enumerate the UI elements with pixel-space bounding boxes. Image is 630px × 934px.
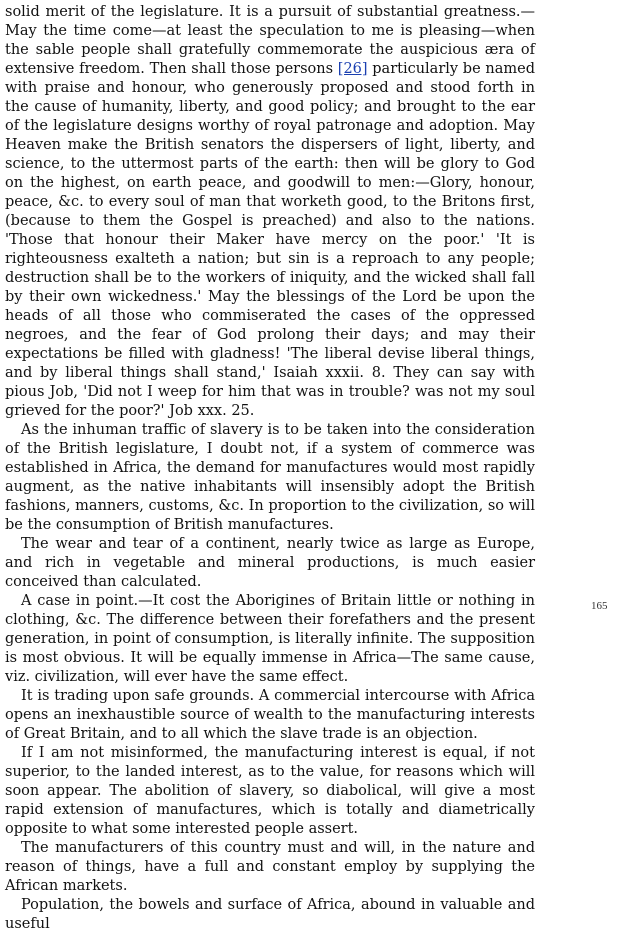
paragraph-inhuman-traffic: As the inhuman traffic of slavery is to be taken into the consideration of the British legislature, I doubt not, if a system of commerce was established in Africa, the demand for manufactures would most rapidly augment, as the native inhabitants will insensibly adopt the British fashions, manners, customs, &c. In proportion to the civilization, so will be the consumption of British manufactures. bbox=[5, 422, 535, 533]
paragraph-population: Population, the bowels and surface of Africa, abound in valuable and useful bbox=[5, 897, 535, 932]
paragraph-solid-merit bbox=[5, 3, 535, 421]
paragraph-safe-grounds: It is trading upon safe grounds. A commercial intercourse with Africa opens an inexhaustible source of wealth to the manufacturing interests of Great Britain, and to all which the slave trade is an objection. bbox=[5, 688, 535, 742]
paragraph-manufacturers: The manufacturers of this country must and will, in the nature and reason of things, have a full and constant employ by supplying the African markets. bbox=[5, 840, 535, 894]
paragraph-text-end: particularly be named with praise and honour, who generously proposed and stood forth in the cause of humanity, liberty, and good policy; and brought to the ear of the legislature designs worthy of royal patronage and adoption. May Heaven make the British senators the dispersers of light, liberty, and science, to the uttermost parts of the earth: then will be glory to God on the highest, on earth peace, and goodwill to men:—Glory, honour, peace, &c. to every soul of man that worketh good, to the Britons first, (because to them the Gospel is preached) and also to the nations. 'Those that honour their Maker have mercy on the poor.' 'It is righteousness exalteth a nation; but sin is a reproach to any people; destruction shall be to the workers of iniquity, and the wicked shall fall by their own wickedness.' May the blessings of the Lord be upon the heads of all those who commiserated the cases of the oppressed negroes, and the fear of God prolong their days; and may their expectations be filled with gladness! 'The liberal devise liberal things, and by liberal things shall stand,' Isaiah xxxii. 8. They can say with pious Job, 'Did not I weep for him that was in trouble? was not my soul grieved for the poor?' Job xxx. 25. bbox=[5, 61, 535, 419]
paragraph-text-start: solid merit of the legislature. It is a pursuit of substantial greatness.—May the time come—at least the speculation to me is pleasing—when the sable people shall gratefully commemorate the auspicious æra of extensive freedom. Then shall those persons bbox=[5, 4, 535, 77]
document-body bbox=[5, 3, 535, 934]
page-number: 165 bbox=[591, 600, 608, 612]
footnote-link-26[interactable]: [26] bbox=[337, 61, 368, 77]
paragraph-case-in-point: A case in point.—It cost the Aborigines of Britain little or nothing in clothing, &c. The difference between their forefathers and the present generation, in point of consumption, is literally infinite. The supposition is most obvious. It will be equally immense in Africa—The same cause, viz. civilization, will ever have the same effect. bbox=[5, 593, 535, 685]
paragraph-wear-and-tear: The wear and tear of a continent, nearly twice as large as Europe, and rich in vegetable and mineral productions, is much easier conceived than calculated. bbox=[5, 536, 535, 590]
paragraph-manufacturing-interest: If I am not misinformed, the manufacturing interest is equal, if not superior, to the landed interest, as to the value, for reasons which will soon appear. The abolition of slavery, so diabolical, will give a most rapid extension of manufactures, which is totally and diametrically opposite to what some interested people assert. bbox=[5, 745, 535, 837]
